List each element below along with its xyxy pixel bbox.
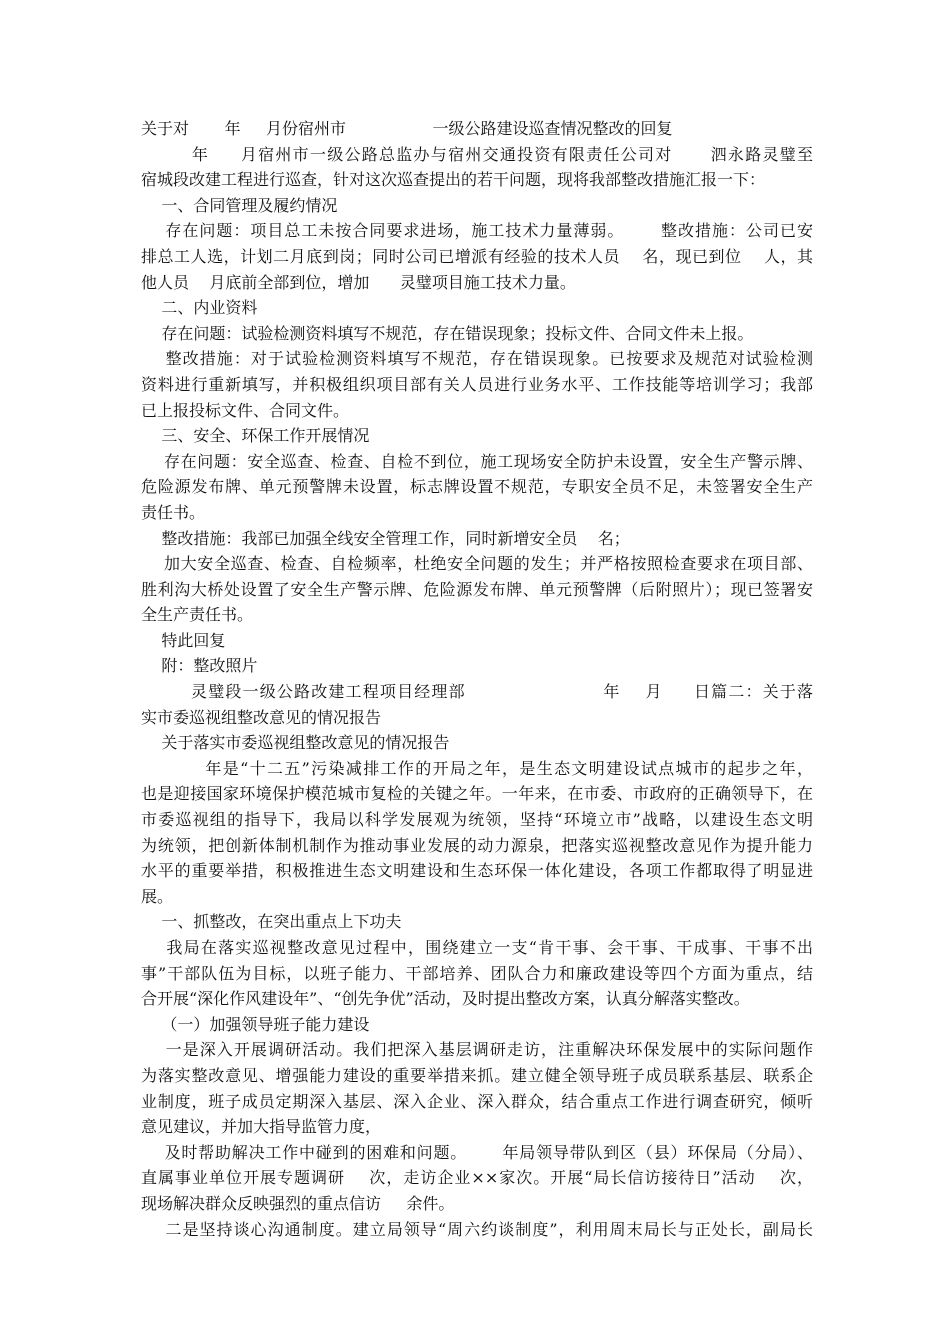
text-line: 直属事业单位开展专题调研 次，走访企业××家次。开展“局长信访接待日”活动 次，	[141, 1168, 813, 1188]
text-line: 存在问题：试验检测资料填写不规范，存在错误现象；投标文件、合同文件未上报。	[141, 323, 754, 343]
text-line: 市委巡视组的指导下，我局以科学发展观为统领，坚持“环境立市”战略，以建设生态文明	[141, 810, 813, 830]
text-line: 二是坚持谈心沟通制度。建立局领导“周六约谈制度”，利用周末局长与正处长，副局长	[141, 1219, 813, 1239]
text-line: 业制度，班子成员定期深入基层、深入企业、深入群众，结合重点工作进行调查研究，倾听	[141, 1091, 813, 1111]
text-line: 资料进行重新填写，并积极组织项目部有关人员进行业务水平、工作技能等培训学习；我部	[141, 374, 813, 394]
text-line: 全生产责任书。	[141, 605, 254, 625]
text-line: 及时帮助解决工作中碰到的困难和问题。 年局领导带队到区（县）环保局（分局）、	[141, 1142, 813, 1162]
text-line: 排总工人选，计划二月底到岗；同时公司已增派有经验的技术人员 名，现已到位 人，其	[141, 246, 813, 266]
text-line: 已上报投标文件、合同文件。	[141, 400, 350, 420]
text-line: 整改措施：对于试验检测资料填写不规范，存在错误现象。已按要求及规范对试验检测	[141, 349, 813, 369]
text-line: 存在问题：项目总工未按合同要求进场，施工技术力量薄弱。 整改措施：公司已安	[141, 221, 813, 241]
text-line: 现场解决群众反映强烈的重点信访 余件。	[141, 1193, 455, 1213]
text-line: 事”干部队伍为目标，以班子能力、干部培养、团队合力和廉政建设等四个方面为重点，结	[141, 963, 813, 983]
text-line: 年 月宿州市一级公路总监办与宿州交通投资有限责任公司对 泗永路灵璧至	[141, 144, 813, 164]
text-line: 展。	[141, 886, 174, 906]
text-line: 胜利沟大桥处设置了安全生产警示牌、危险源发布牌、单元预警牌（后附照片）；现已签署安	[141, 579, 813, 599]
text-line: 附：整改照片	[141, 656, 258, 676]
text-line: 水平的重要举措，积极推进生态文明建设和生态环保一体化建设，各项工作都取得了明显进	[141, 861, 813, 881]
text-line: 责任书。	[141, 502, 206, 522]
text-line: 实市委巡视组整改意见的情况报告	[141, 707, 382, 727]
text-line: 特此回复	[141, 630, 226, 650]
text-line: （一）加强领导班子能力建设	[141, 1014, 370, 1034]
text-line: 存在问题：安全巡查、检查、自检不到位，施工现场安全防护未设置，安全生产警示牌、	[141, 451, 813, 471]
text-line: 合开展“深化作风建设年”、“创先争优”活动，及时提出整改方案，认真分解落实整改。	[141, 989, 750, 1009]
text-line: 加大安全巡查、检查、自检频率，杜绝安全问题的发生；并严格按照检查要求在项目部、	[141, 554, 813, 574]
text-line: 三、安全、环保工作开展情况	[141, 426, 370, 446]
text-line: 他人员 月底前全部到位，增加 灵璧项目施工技术力量。	[141, 272, 576, 292]
text-line: 关于对 年 月份宿州市 一级公路建设巡查情况整改的回复	[141, 119, 673, 138]
text-line: 危险源发布牌、单元预警牌未设置，标志牌设置不规范，专职安全员不足，未签署安全生产	[141, 477, 813, 497]
text-line: 关于落实市委巡视组整改意见的情况报告	[141, 733, 450, 753]
text-line: 为统领，把创新体制机制作为推动事业发展的动力源泉，把落实巡视整改意见作为提升能力	[141, 835, 813, 855]
text-line: 灵璧段一级公路改建工程项目经理部 年 月 日篇二：关于落	[141, 682, 813, 702]
text-line: 年是“十二五”污染减排工作的开局之年，是生态文明建设试点城市的起步之年，	[141, 758, 813, 778]
text-line: 为落实整改意见、增强能力建设的重要举措来抓。建立健全领导班子成员联系基层、联系企	[141, 1065, 813, 1085]
text-line: 一、合同管理及履约情况	[141, 195, 338, 215]
text-line: 意见建议，并加大指导监管力度，	[141, 1117, 382, 1137]
text-line: 一、抓整改，在突出重点上下功夫	[141, 912, 402, 932]
document-body	[141, 116, 813, 1242]
text-line: 也是迎接国家环境保护模范城市复检的关键之年。一年来，在市委、市政府的正确领导下，在	[141, 784, 813, 804]
text-line: 我局在落实巡视整改意见过程中，围绕建立一支“肯干事、会干事、干成事、干事不出	[141, 938, 813, 957]
text-line: 二、内业资料	[141, 298, 258, 318]
text-line: 整改措施：我部已加强全线安全管理工作，同时新增安全员 名；	[141, 528, 630, 548]
text-line: 宿城段改建工程进行巡查，针对这次巡查提出的若干问题，现将我部整改措施汇报一下：	[141, 170, 766, 190]
text-line: 一是深入开展调研活动。我们把深入基层调研走访，注重解决环保发展中的实际问题作	[141, 1040, 813, 1060]
